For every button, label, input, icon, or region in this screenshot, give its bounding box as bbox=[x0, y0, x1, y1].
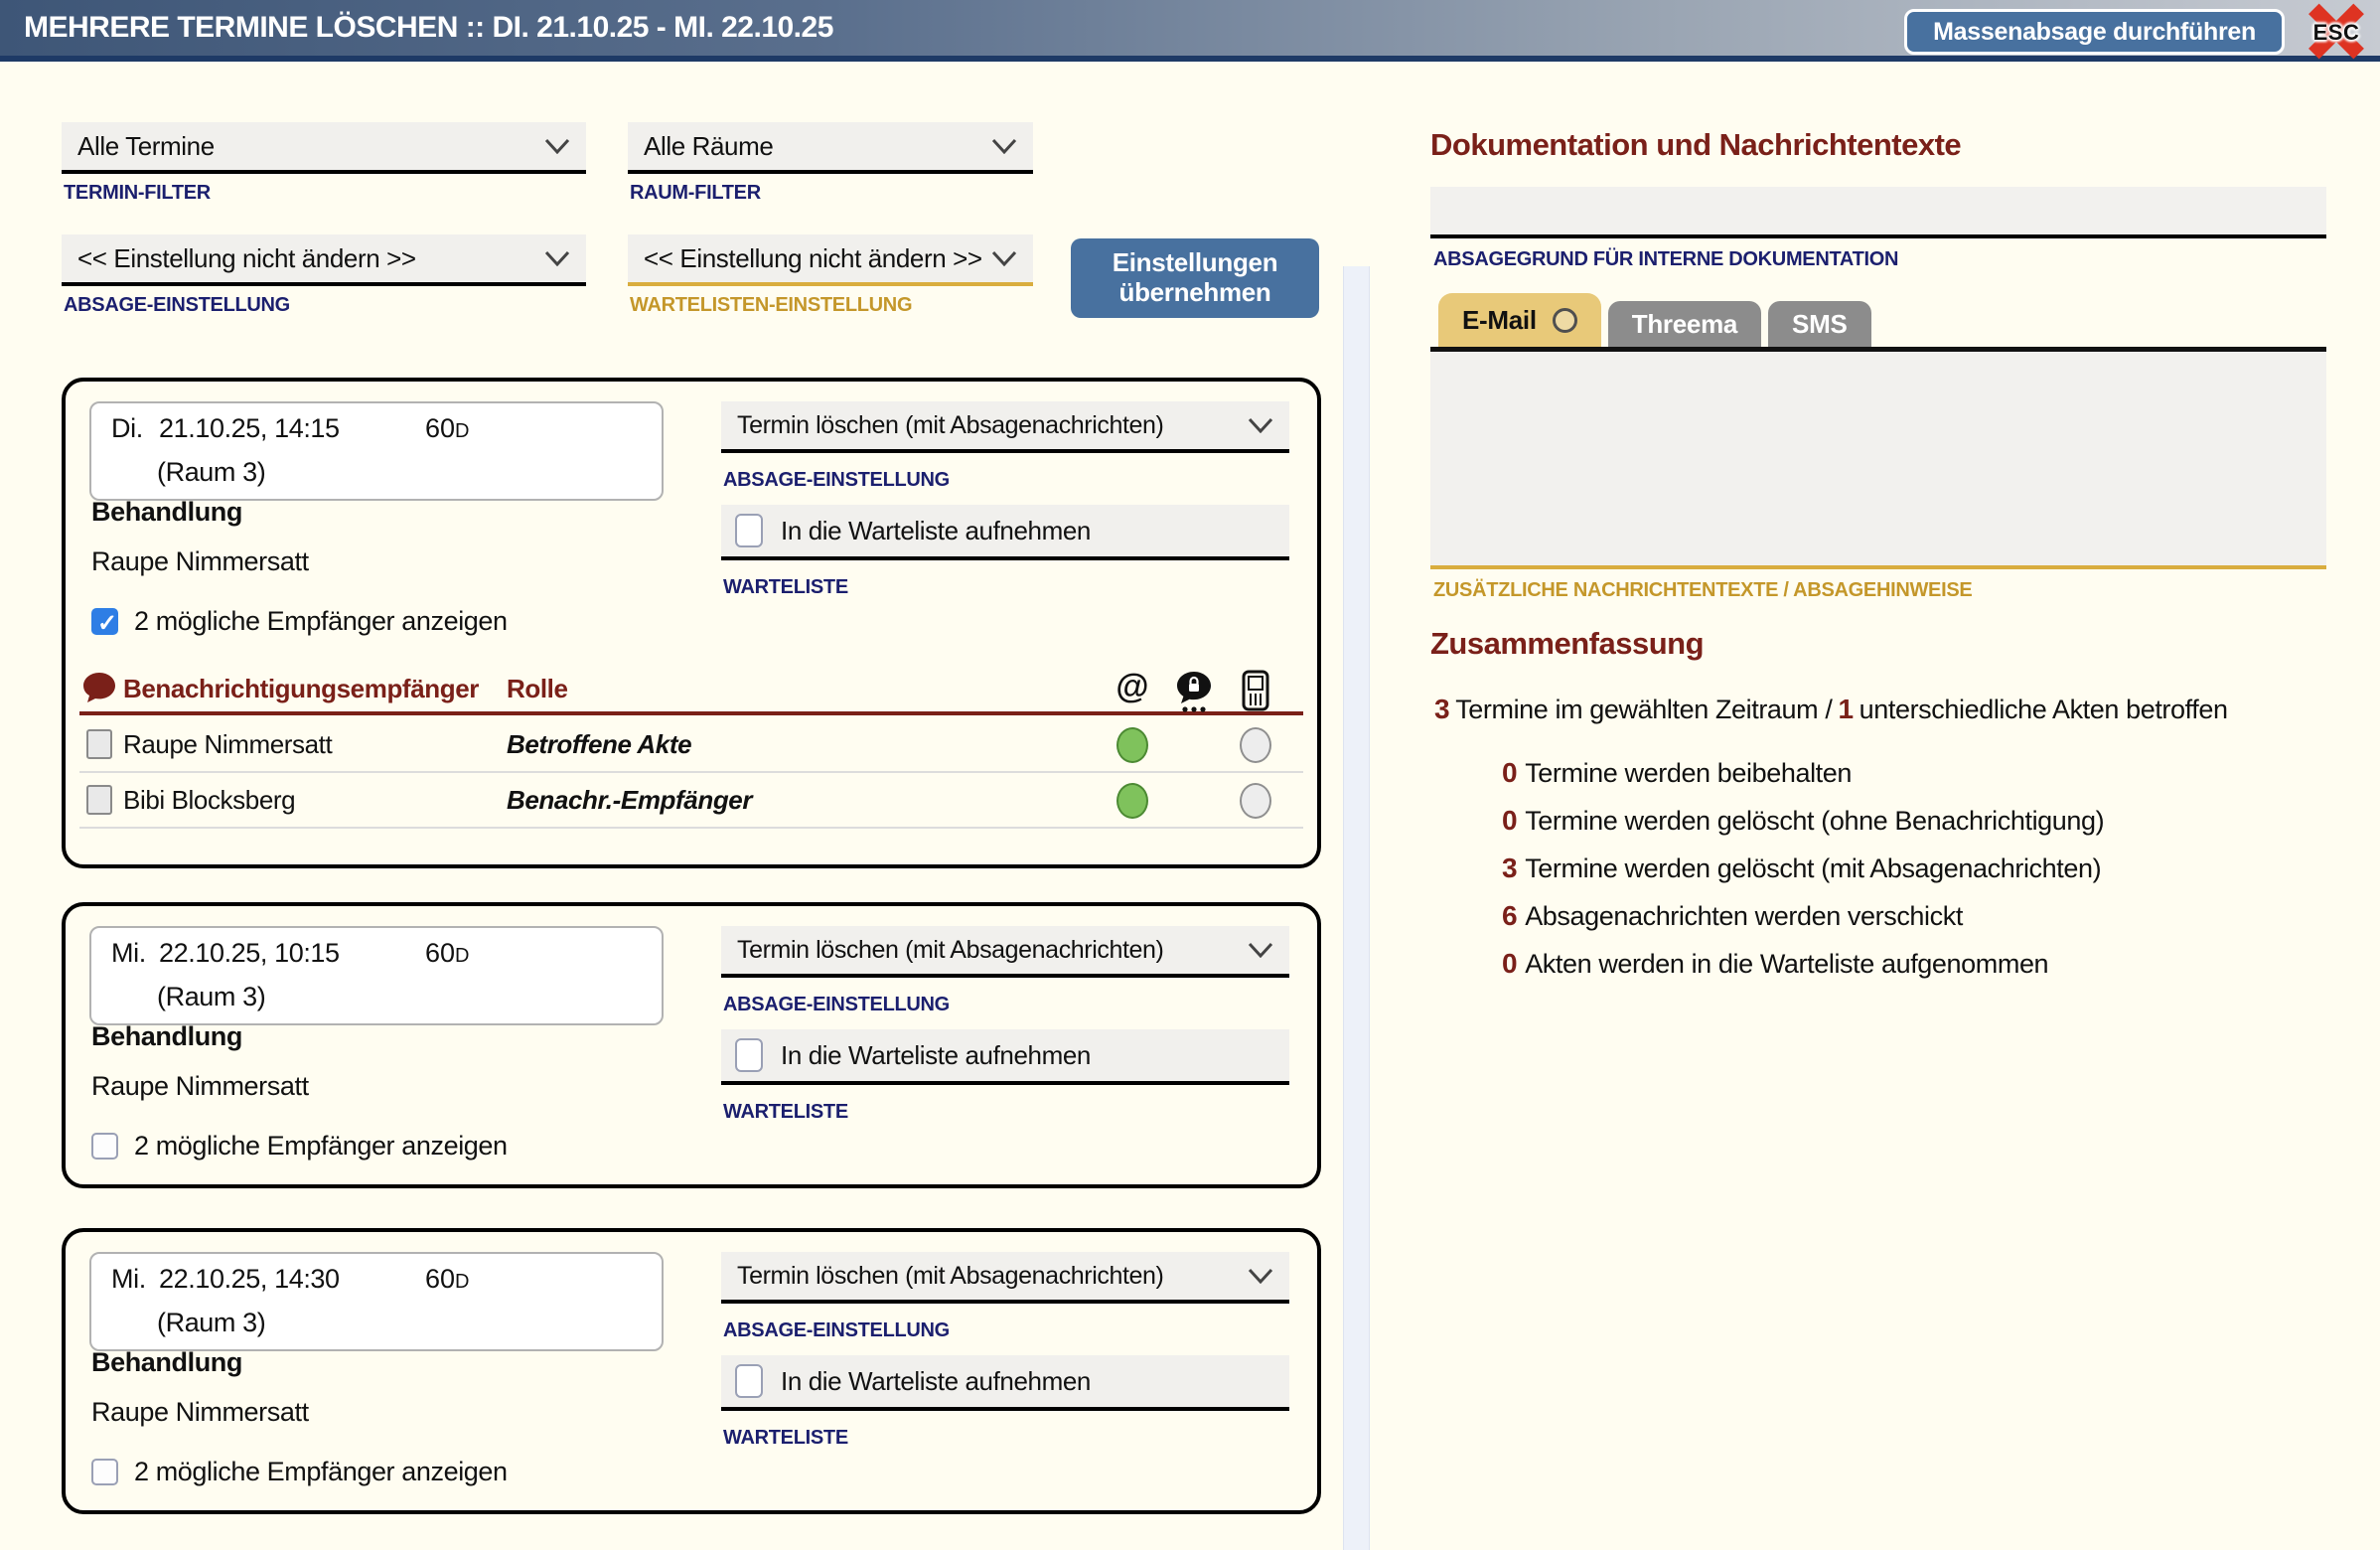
card-absage-select[interactable] bbox=[721, 1252, 1289, 1304]
chevron-down-icon bbox=[544, 138, 570, 154]
appointment-room: (Raum 3) bbox=[157, 1308, 266, 1337]
summary-count: 0 bbox=[1502, 757, 1518, 788]
chevron-down-icon bbox=[1248, 1268, 1273, 1284]
cancellation-reason-label: ABSAGEGRUND FÜR INTERNE DOKUMENTATION bbox=[1433, 248, 1899, 270]
recipient-name: Bibi Blocksberg bbox=[123, 785, 296, 815]
status-ring-icon bbox=[1553, 308, 1577, 333]
card-absage-label: ABSAGE-EINSTELLUNG bbox=[723, 1319, 950, 1341]
checkbox-unchecked-icon bbox=[91, 1133, 118, 1160]
appointment-duration: 60 bbox=[425, 938, 456, 968]
sms-status-inactive-dot bbox=[1240, 727, 1271, 763]
summary-count: 3 bbox=[1434, 694, 1450, 724]
appointment-duration: 60 bbox=[425, 413, 456, 443]
checkbox-checked-icon bbox=[91, 608, 118, 635]
appointment-datebox bbox=[89, 1252, 664, 1351]
show-recipients-label: 2 mögliche Empfänger anzeigen bbox=[134, 1131, 508, 1161]
appointment-datetime: 21.10.25, 14:15 bbox=[159, 413, 340, 443]
warteliste-checkbox-label: In die Warteliste aufnehmen bbox=[781, 1039, 1091, 1070]
summary-count: 1 bbox=[1838, 694, 1854, 724]
absage-einstellung-select[interactable] bbox=[62, 234, 586, 286]
appointment-patient: Raupe Nimmersatt bbox=[91, 1397, 309, 1427]
tab-sms-label: SMS bbox=[1792, 308, 1848, 339]
appointment-card-3 bbox=[62, 1228, 1321, 1514]
dialog-title: MEHRERE TERMINE LÖSCHEN :: DI. 21.10.25 - MI. 22.10.25 bbox=[24, 11, 833, 44]
absage-einstellung-label: ABSAGE-EINSTELLUNG bbox=[64, 294, 290, 316]
appointment-datetime: 22.10.25, 14:30 bbox=[159, 1264, 340, 1294]
appointment-type: Behandlung bbox=[91, 497, 242, 527]
warteliste-checkbox[interactable] bbox=[721, 1355, 1289, 1411]
show-recipients-label: 2 mögliche Empfänger anzeigen bbox=[134, 1457, 508, 1486]
appointment-day: Mi. bbox=[111, 1264, 146, 1294]
card-absage-select[interactable] bbox=[721, 401, 1289, 453]
chevron-down-icon bbox=[544, 250, 570, 266]
appointment-room: (Raum 3) bbox=[157, 982, 266, 1011]
esc-label: ESC bbox=[2312, 20, 2360, 45]
appointment-datebox bbox=[89, 926, 664, 1025]
absage-einstellung-value: << Einstellung nicht ändern >> bbox=[77, 242, 416, 273]
termin-filter-select[interactable] bbox=[62, 122, 586, 174]
sms-phone-icon bbox=[1236, 670, 1275, 716]
card-absage-select[interactable] bbox=[721, 926, 1289, 978]
summary-text: Termine werden gelöscht (ohne Benachrichtigung) bbox=[1525, 806, 2105, 836]
checkbox-unchecked-icon bbox=[735, 1364, 763, 1398]
appointment-duration-unit: D bbox=[455, 420, 470, 442]
esc-close-button[interactable] bbox=[2306, 3, 2366, 61]
summary-intro bbox=[1434, 694, 2234, 725]
checkbox-unchecked-icon bbox=[735, 1038, 763, 1072]
cancellation-reason-input[interactable] bbox=[1430, 187, 2326, 238]
chevron-down-icon bbox=[991, 250, 1017, 266]
appointment-type: Behandlung bbox=[91, 1347, 242, 1377]
appointment-card-1 bbox=[62, 378, 1321, 868]
message-channel-tabs bbox=[1438, 293, 1871, 347]
appointment-duration: 60 bbox=[425, 1264, 456, 1294]
raum-filter-label: RAUM-FILTER bbox=[630, 182, 761, 204]
card-absage-value: Termin löschen (mit Absagenachrichten) bbox=[737, 935, 1164, 964]
tab-threema-label: Threema bbox=[1631, 308, 1738, 339]
summary-item bbox=[1502, 900, 1963, 932]
show-recipients-checkbox[interactable] bbox=[91, 1457, 508, 1487]
checkbox-unchecked-icon bbox=[735, 514, 763, 547]
email-status-active-dot bbox=[1116, 783, 1148, 819]
appointment-duration-unit: D bbox=[455, 945, 470, 967]
recipient-row bbox=[79, 775, 1303, 829]
summary-item bbox=[1502, 757, 1852, 789]
appointment-day: Di. bbox=[111, 413, 143, 443]
termin-filter-label: TERMIN-FILTER bbox=[64, 182, 211, 204]
recipient-checkbox[interactable] bbox=[86, 729, 112, 759]
warteliste-checkbox[interactable] bbox=[721, 505, 1289, 560]
recipient-role: Benachr.-Empfänger bbox=[507, 785, 753, 815]
appointment-datetime: 22.10.25, 10:15 bbox=[159, 938, 340, 968]
chevron-down-icon bbox=[1248, 417, 1273, 433]
warteliste-label: WARTELISTE bbox=[723, 1427, 848, 1449]
warteliste-checkbox-label: In die Warteliste aufnehmen bbox=[781, 515, 1091, 545]
appointment-day: Mi. bbox=[111, 938, 146, 968]
show-recipients-label: 2 mögliche Empfänger anzeigen bbox=[134, 606, 508, 636]
card-absage-label: ABSAGE-EINSTELLUNG bbox=[723, 469, 950, 491]
summary-text: unterschiedliche Akten betroffen bbox=[1859, 695, 2228, 724]
appointment-datebox bbox=[89, 401, 664, 501]
email-status-active-dot bbox=[1116, 727, 1148, 763]
recipient-checkbox[interactable] bbox=[86, 785, 112, 815]
raum-filter-value: Alle Räume bbox=[644, 130, 774, 161]
sms-status-inactive-dot bbox=[1240, 783, 1271, 819]
card-absage-value: Termin löschen (mit Absagenachrichten) bbox=[737, 1261, 1164, 1290]
termin-filter-value: Alle Termine bbox=[77, 130, 215, 161]
recipient-row bbox=[79, 719, 1303, 773]
appointment-patient: Raupe Nimmersatt bbox=[91, 546, 309, 576]
summary-count: 6 bbox=[1502, 900, 1518, 931]
wartelisten-einstellung-label: WARTELISTEN-EINSTELLUNG bbox=[630, 294, 913, 316]
recipients-column-header: Benachrichtigungsempfänger bbox=[123, 674, 479, 703]
chevron-down-icon bbox=[1248, 942, 1273, 958]
summary-text: Absagenachrichten werden verschickt bbox=[1525, 901, 1963, 931]
tab-email[interactable] bbox=[1438, 293, 1601, 347]
apply-settings-button[interactable]: Einstellungen übernehmen bbox=[1071, 238, 1319, 318]
email-icon: @ bbox=[1116, 668, 1149, 705]
summary-item bbox=[1502, 948, 2048, 980]
appointment-type: Behandlung bbox=[91, 1021, 242, 1051]
summary-text: Akten werden in die Warteliste aufgenommen bbox=[1525, 949, 2049, 979]
chevron-down-icon bbox=[991, 138, 1017, 154]
recipients-table-header bbox=[79, 664, 1303, 715]
tab-threema[interactable] bbox=[1608, 301, 1761, 347]
tab-email-label: E-Mail bbox=[1462, 304, 1537, 335]
summary-item bbox=[1502, 805, 2104, 837]
show-recipients-checkbox[interactable] bbox=[91, 1131, 508, 1162]
summary-text: Termine werden gelöscht (mit Absagenachrichten) bbox=[1525, 853, 2102, 883]
checkbox-unchecked-icon bbox=[91, 1459, 118, 1485]
appointment-room: (Raum 3) bbox=[157, 457, 266, 487]
appointment-patient: Raupe Nimmersatt bbox=[91, 1071, 309, 1101]
summary-text: Termine im gewählten Zeitraum / bbox=[1455, 695, 1833, 724]
card-absage-value: Termin löschen (mit Absagenachrichten) bbox=[737, 410, 1164, 439]
role-column-header: Rolle bbox=[507, 674, 568, 703]
warteliste-label: WARTELISTE bbox=[723, 1101, 848, 1123]
tab-sms[interactable] bbox=[1768, 301, 1870, 347]
title-bar bbox=[0, 0, 2380, 62]
vertical-scrollbar[interactable] bbox=[1343, 266, 1370, 1550]
summary-heading: Zusammenfassung bbox=[1430, 626, 1705, 661]
summary-count: 3 bbox=[1502, 852, 1518, 883]
warteliste-checkbox[interactable] bbox=[721, 1029, 1289, 1085]
summary-item bbox=[1502, 852, 2101, 884]
threema-icon bbox=[1174, 670, 1214, 718]
message-text-area[interactable] bbox=[1430, 347, 2326, 569]
mass-cancel-button[interactable]: Massenabsage durchführen bbox=[1904, 9, 2285, 55]
show-recipients-checkbox[interactable] bbox=[91, 606, 508, 637]
card-absage-label: ABSAGE-EINSTELLUNG bbox=[723, 994, 950, 1015]
summary-count: 0 bbox=[1502, 805, 1518, 836]
wartelisten-einstellung-select[interactable] bbox=[628, 234, 1033, 286]
appointment-card-2 bbox=[62, 902, 1321, 1188]
speech-bubble-icon bbox=[79, 672, 119, 708]
warteliste-checkbox-label: In die Warteliste aufnehmen bbox=[781, 1365, 1091, 1396]
summary-text: Termine werden beibehalten bbox=[1525, 758, 1853, 788]
appointment-duration-unit: D bbox=[455, 1271, 470, 1293]
additional-texts-link[interactable]: ZUSÄTZLICHE NACHRICHTENTEXTE / ABSAGEHINWEISE bbox=[1433, 579, 1973, 601]
recipient-name: Raupe Nimmersatt bbox=[123, 729, 333, 759]
documentation-heading: Dokumentation und Nachrichtentexte bbox=[1430, 127, 1962, 162]
summary-count: 0 bbox=[1502, 948, 1518, 979]
raum-filter-select[interactable] bbox=[628, 122, 1033, 174]
wartelisten-einstellung-value: << Einstellung nicht ändern >> bbox=[644, 242, 982, 273]
warteliste-label: WARTELISTE bbox=[723, 576, 848, 598]
recipient-role: Betroffene Akte bbox=[507, 729, 692, 759]
